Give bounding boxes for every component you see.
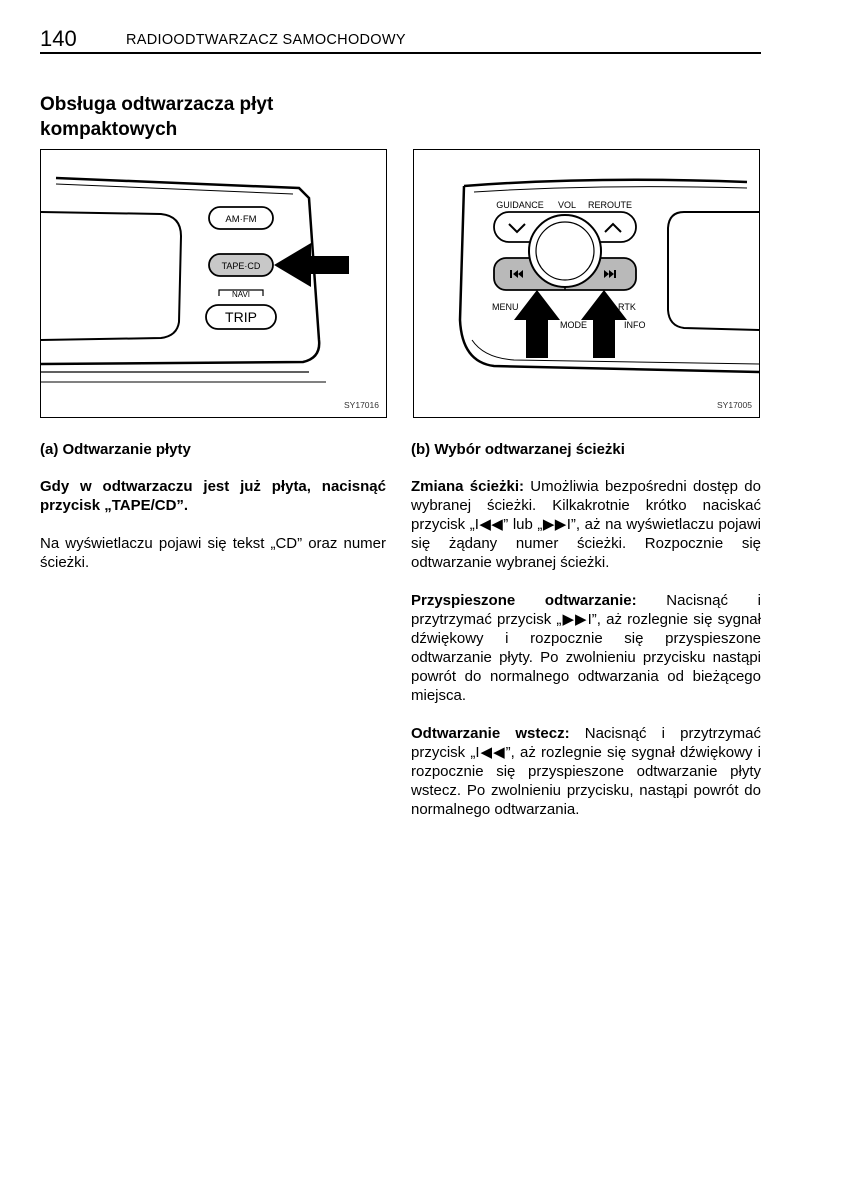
trip-label: TRIP <box>225 309 257 325</box>
figure-track-buttons <box>413 149 760 418</box>
paragraph-body: Nacisnąć i przytrzymać przycisk „▶▶I”, aż rozlegnie się sygnał dźwiękowy i rozpocznie się przyspieszone odtwarzanie płyty. Po zwolnieniu przycisku nastąpi powrót do normalnego odtwarzania od bieżącego miejsca. <box>411 592 762 704</box>
navi-label: NAVI <box>231 290 251 299</box>
menu-label: MENU <box>492 302 519 312</box>
paragraph-track-change <box>411 477 761 572</box>
paragraph-label: Odtwarzanie wstecz: <box>411 725 570 742</box>
figure-code: SY17016 <box>344 400 379 410</box>
column-b <box>411 440 761 838</box>
up-arrow-icon <box>514 290 560 358</box>
guidance-label: GUIDANCE <box>496 200 544 210</box>
section-title: Obsługa odtwarzacza płyt kompaktowych <box>40 94 274 140</box>
running-title: RADIOODTWARZACZ SAMOCHODOWY <box>126 32 406 48</box>
paragraph-label: Zmiana ścieżki: <box>411 478 525 495</box>
paragraph-body: Umożliwia bezpośredni dostęp do wybranej ścieżki. Kilkakrotnie krótko naciskać przycisk „I◀◀” lub „▶▶I”, aż na wyświetlaczu pojawi się żądany numer ścieżki. Rozpocznie się odtwarzanie wybranej ścieżki. <box>411 478 761 571</box>
paragraph-label: Przyspieszone odtwarzanie: <box>411 592 637 609</box>
info-label: INFO <box>624 320 646 330</box>
paragraph-rewind <box>411 724 761 819</box>
paragraph-fast-forward <box>411 591 761 705</box>
amfm-label: AM·FM <box>225 214 257 225</box>
instruction-text: Gdy w odtwarzaczu jest już płyta, nacisnąć przycisk „TAPE/CD”. <box>40 478 386 514</box>
reroute-label: REROUTE <box>587 200 633 210</box>
column-a <box>40 440 386 591</box>
note-text: Na wyświetlaczu pojawi się tekst „CD” oraz numer ścieżki. <box>40 535 386 571</box>
figure-code: SY17005 <box>717 400 752 410</box>
radio-panel-illustration <box>41 150 386 417</box>
tape-cd-label: TAPE·CD <box>221 261 261 271</box>
vol-label: VOL <box>557 200 577 210</box>
page-header <box>40 26 761 54</box>
rtk-label: RTK <box>618 302 636 312</box>
page-number: 140 <box>40 26 77 51</box>
figure-tape-cd-button <box>40 149 387 418</box>
caption-b: (b) Wybór odtwarzanej ścieżki <box>411 441 625 458</box>
up-arrow-icon <box>581 290 627 358</box>
mode-label: MODE <box>560 320 587 330</box>
paragraph-body: Nacisnąć i przytrzymać przycisk „I◀◀”, aż rozlegnie się sygnał dźwiękowy i rozpocznie się przyspieszone odtwarzanie płyty wstecz. Po zwolnieniu przycisku, nastąpi powrót do normalnego odtwarzania. <box>411 725 761 818</box>
navi-panel-illustration <box>414 150 759 417</box>
caption-a: (a) Odtwarzanie płyty <box>40 441 191 458</box>
